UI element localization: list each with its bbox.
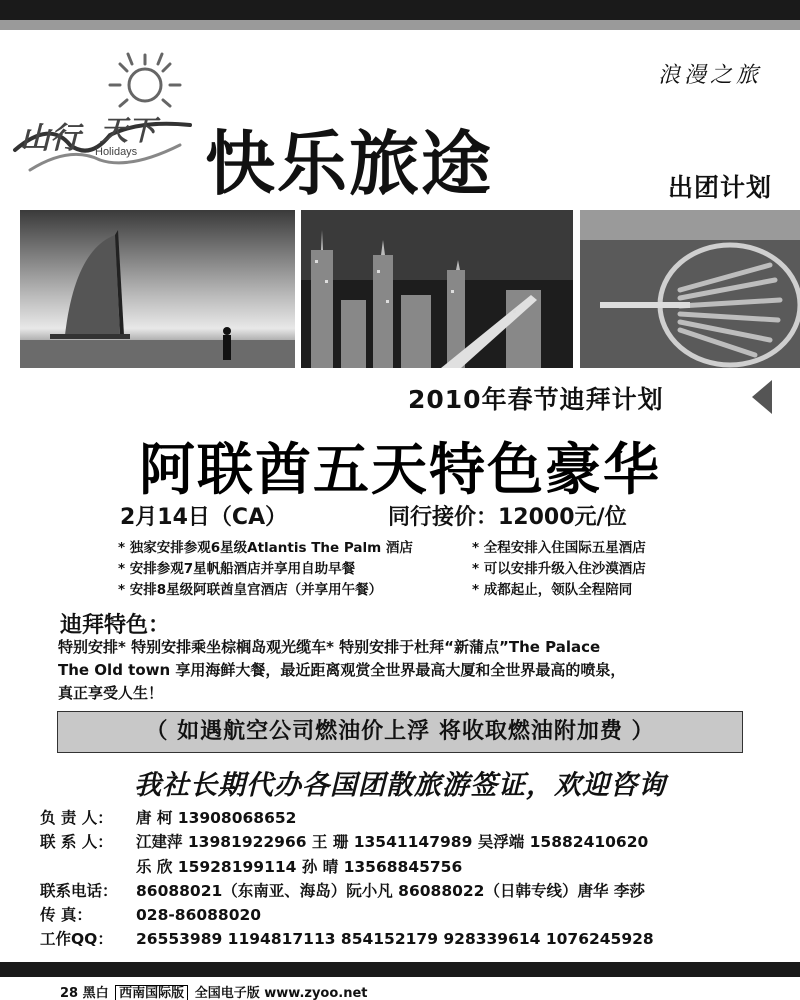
dubai-features-title: 迪拜特色： [60,613,171,638]
contact-label: 传 真： [40,906,92,925]
holidays-logo [10,50,200,190]
feature-item: * 全程安排入住国际五星酒店 [472,540,646,556]
feature-item: * 成都起止，领队全程陪同 [472,582,633,598]
desc-line: The Old town 享用海鲜大餐，最近距离观赏全世界最高大厦和全世界最高的喷泉， [58,661,626,679]
feature-list-left [118,538,413,601]
departure-date: 2月14日（CA） [120,505,288,530]
feature-item: * 独家安排参观6星级Atlantis The Palm 酒店 [118,540,413,556]
contact-label: 联系电话： [40,881,118,900]
visa-service-slogan: 我社长期代办各国团散旅游签证，欢迎咨询 [134,770,666,801]
website-link[interactable]: 全国电子版 www.zyoo.net [194,986,368,1000]
triangle-arrow-icon [752,380,772,414]
contact-label: 负 责 人： [40,809,113,827]
contact-label: 联 系 人： [40,833,113,852]
logo-holidays-text: Holidays [95,146,138,158]
plan-title: 2010年春节迪拜计划 [408,385,664,414]
contact-value: 乐 欣 15928199114 孙 晴 13568845756 [136,857,463,876]
sun-logo-icon [10,50,200,190]
desc-line: 特别安排* 特别安排乘坐棕榈岛观光缆车* 特别安排于杜拜“新蒲点”The Palace [58,638,601,656]
fuel-surcharge-notice: （ 如遇航空公司燃油价上浮 将收取燃油附加费 ） [57,711,743,753]
bottom-bar [0,962,800,977]
tour-price: 同行接价：12000元/位 [388,505,627,530]
edition-badge: 西南国际版 [115,985,188,1000]
contact-value: 26553989 1194817113 854152179 928339614 1076245928 [136,930,654,949]
slogan: 浪漫之旅 [657,63,762,88]
feature-item: * 安排参观7星帆船酒店并享用自助早餐 [118,561,356,577]
page-number: 28 [60,986,79,1000]
top-bar-gray [0,20,800,30]
page-title: 快乐旅途 [205,122,493,205]
desc-line: 真正享受人生！ [58,684,164,702]
dubai-night-skyline-photo [301,210,573,368]
feature-list-right [472,538,646,601]
print-color: 黑白 [82,986,109,1000]
tour-headline: 阿联酋五天特色豪华 [139,438,661,503]
contact-value: 江建萍 13981922966 王 珊 13541147989 吴浮端 15882410620 [136,833,649,852]
feature-item: * 安排8星级阿联酋皇宫酒店（并享用午餐） [118,582,383,598]
svg-text:山行: 山行 [20,121,80,156]
contact-value: 86088021（东南亚、海岛）阮小凡 86088022（日韩专线）唐华 李莎 [136,881,645,900]
page-footer [60,982,368,1000]
svg-text:天下: 天下 [100,114,157,147]
contact-value: 唐 柯 13908068652 [136,809,297,827]
palm-island-aerial-photo [580,210,800,368]
contact-label: 工作QQ： [40,930,113,949]
feature-item: * 可以安排升级入住沙漠酒店 [472,561,646,577]
group-plan-subtitle: 出团计划 [667,173,772,202]
dubai-features-desc [58,636,788,705]
burj-al-arab-photo [20,210,295,368]
contact-value: 028-86088020 [136,906,262,925]
top-bar [0,0,800,20]
